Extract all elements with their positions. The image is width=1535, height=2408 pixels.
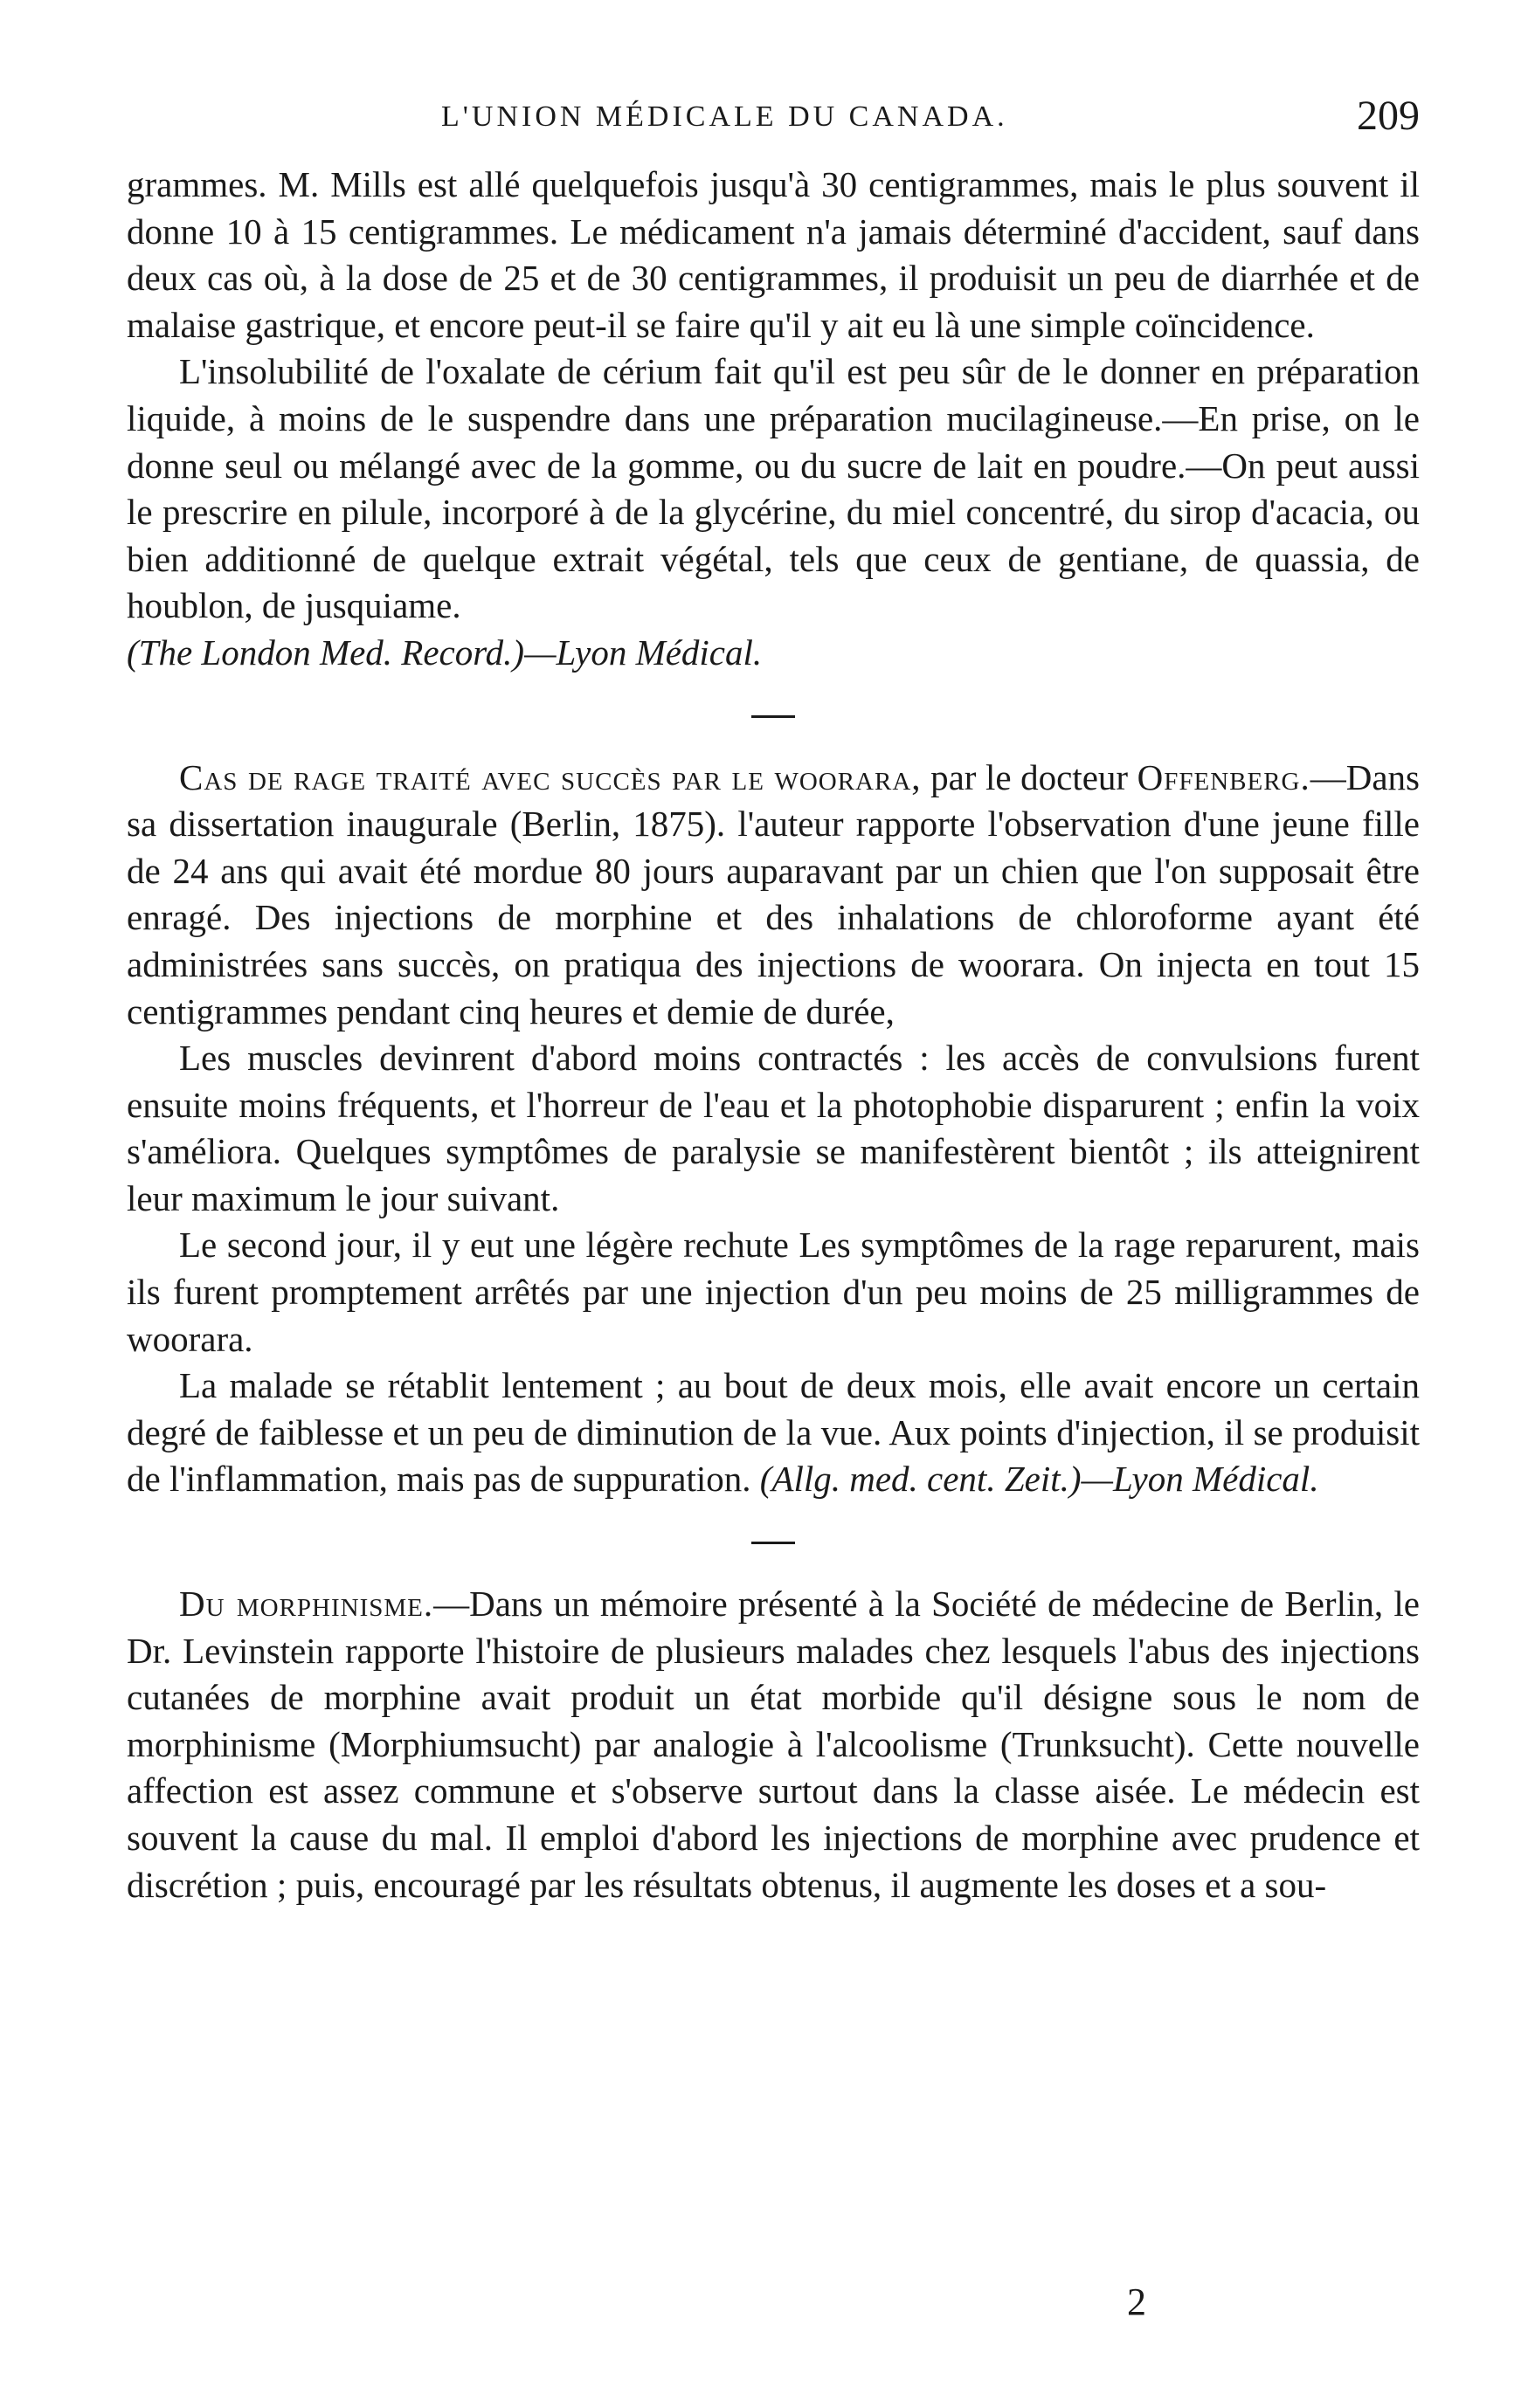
author-name: Offenberg.: [1137, 756, 1310, 797]
paragraph-text: La malade se rétablit lentement ; au bout de deux mois, elle avait encore un certain degré de faiblesse et un peu de diminution de la vue. Aux points d'injection, il se produisit de l'inflammation, mais pas de suppuration.: [127, 1365, 1420, 1500]
paragraph: [127, 1581, 1420, 1908]
source-citation: (Allg. med. cent. Zeit.)—Lyon Médical.: [759, 1459, 1319, 1500]
article-title: Cas de rage traité avec succès par le woorara,: [179, 756, 922, 797]
section-divider: [751, 715, 795, 718]
paragraph-text: —Dans un mémoire présenté à la Société de médecine de Berlin, le Dr. Levinstein rapporte l'histoire de plusieurs malades chez lesquels l'abus des injections cutanées de morphine avait produit un état morbide qu'il désigne sous le nom de morphinisme (Morphiumsucht) par analogie à l'alcoolisme (Trunksucht). Cette nouvelle affection est assez commune et s'observe surtout dans la classe aisée. Le médecin est souvent la cause du mal. Il emploi d'abord les injections de morphine avec prudence et discrétion ; puis, encouragé par les résultats obtenus, il augmente les doses et a sou-: [127, 1583, 1420, 1905]
paragraph-text: par le docteur: [921, 756, 1137, 797]
paragraph: [127, 1363, 1420, 1503]
paragraph-text: L'insolubilité de l'oxalate de cérium fait qu'il est peu sûr de le donner en préparation liquide, à moins de le suspendre dans une préparation mucilagineuse.—En prise, on le donne seul ou mélangé avec de la gomme, ou du sucre de lait en poudre.—On peut aussi le prescrire en pilule, incorporé à de la glycérine, du miel concentré, du sirop d'acacia, ou bien additionné de quelque extrait végétal, tels que ceux de gentiane, de quassia, de houblon, de jusquiame.: [127, 351, 1420, 626]
source-citation: (The London Med. Record.)—Lyon Médical.: [127, 631, 763, 673]
running-head: [127, 92, 1420, 162]
page-number: 209: [1357, 93, 1420, 139]
article-rage: [127, 755, 1420, 1504]
article-title: Du morphinisme.: [179, 1583, 434, 1625]
running-title: L'UNION MÉDICALE DU CANADA.: [441, 100, 1008, 133]
paragraph-text: —Dans sa dissertation inaugurale (Berlin, 1875). l'auteur rapporte l'observation d'une jeune fille de 24 ans qui avait été mordue 80 jours auparavant par un chien que l'on supposait être enragé. Des injections de morphine et des inhalations de chloroforme ayant été administrées sans succès, on pratiqua des injections de woorara. On injecta en tout 15 centigrammes pendant cinq heures et demie de durée,: [127, 756, 1420, 1032]
paragraph: [127, 755, 1420, 1036]
body-text: [127, 162, 1420, 1908]
signature-mark: 2: [1127, 2280, 1146, 2323]
paragraph: Les muscles devinrent d'abord moins contractés : les accès de convulsions furent ensuite moins fréquents, et l'horreur de l'eau et la photophobie disparurent ; enfin la voix s'améliora. Quelques symptômes de paralysie se manifestèrent bientôt ; ils atteignirent leur maximum le jour suivant.: [127, 1038, 1420, 1218]
section-divider: [751, 1542, 795, 1544]
article-cerium: [127, 162, 1420, 677]
paragraph: [127, 348, 1420, 676]
article-morphinisme: [127, 1581, 1420, 1908]
paragraph: Le second jour, il y eut une légère rechute Les symptômes de la rage reparurent, mais ils furent promptement arrêtés par une injection d'un peu moins de 25 milligrammes de woorara.: [127, 1225, 1420, 1359]
page: [127, 92, 1420, 2380]
paragraph: grammes. M. Mills est allé quelquefois jusqu'à 30 centigrammes, mais le plus souvent il donne 10 à 15 centigrammes. Le médicament n'a jamais déterminé d'accident, sauf dans deux cas où, à la dose de 25 et de 30 centigrammes, il produisit un peu de diarrhée et de malaise gastrique, et encore peut-il se faire qu'il y ait eu là une simple coïncidence.: [127, 164, 1420, 345]
